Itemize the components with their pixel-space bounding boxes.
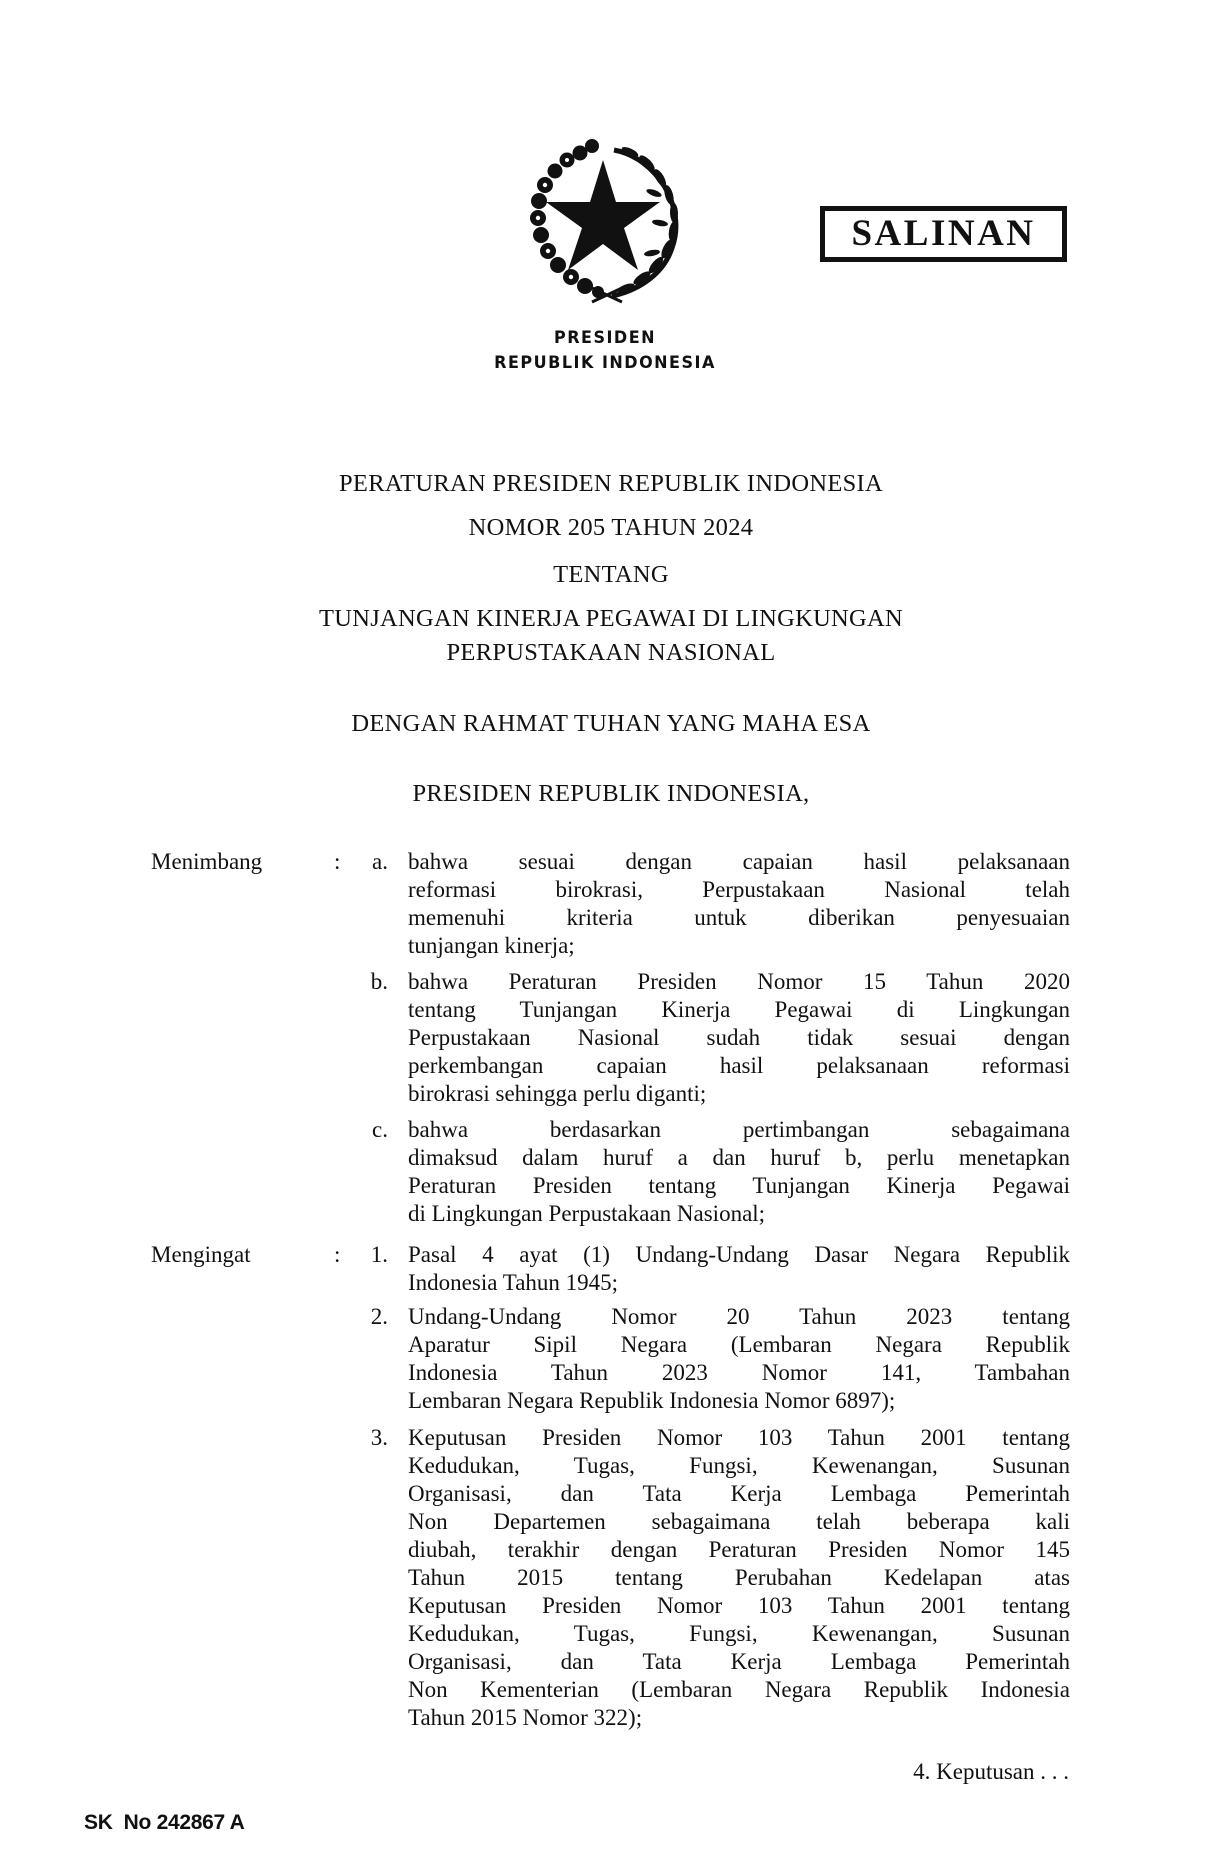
text-line: bahwa sesuai dengan capaian hasil pelaksanaan [408,849,1070,874]
considering-item-a [408,848,1070,960]
legal-basis-item-3 [408,1424,1070,1732]
copy-stamp [820,206,1067,262]
regulation-number: NOMOR 205 TAHUN 2024 [468,514,754,541]
text-line: Undang-Undang Nomor 20 Tahun 2023 tentang [408,1304,1070,1329]
section-colon: : [334,849,341,874]
text-line: memenuhi kriteria untuk diberikan penyesuaian [408,905,1070,930]
text-line: Organisasi, dan Tata Kerja Lembaga Pemerintah [408,1481,1070,1506]
text-line: bahwa berdasarkan pertimbangan sebagaimana [408,1117,1070,1142]
letterhead-title: PRESIDEN [553,327,657,348]
section-label-mengingat: Mengingat [151,1242,251,1267]
text-line: Peraturan Presiden tentang Tunjangan Kinerja Pegawai [408,1173,1070,1198]
item-marker: a. [372,849,388,874]
section-colon: : [334,1242,341,1267]
text-line: bahwa Peraturan Presiden Nomor 15 Tahun 2020 [408,969,1070,994]
text-line: reformasi birokrasi, Perpustakaan Nasional telah [408,877,1070,902]
item-marker: b. [370,969,388,994]
legal-basis-item-1 [408,1241,1070,1297]
item-marker: 1. [370,1242,388,1267]
text-line: Non Kementerian (Lembaran Negara Republik Indonesia [408,1677,1070,1702]
text-line: Keputusan Presiden Nomor 103 Tahun 2001 tentang [408,1593,1070,1618]
considering-item-c [408,1116,1070,1228]
text-line: birokrasi sehingga perlu diganti; [408,1081,707,1106]
section-label-menimbang: Menimbang [151,849,263,874]
regulation-type: PERATURAN PRESIDEN REPUBLIK INDONESIA [339,470,883,497]
text-line: Perpustakaan Nasional sudah tidak sesuai dengan [408,1025,1070,1050]
enacting-authority: PRESIDEN REPUBLIK INDONESIA, [412,780,810,807]
letterhead-subtitle: REPUBLIK INDONESIA [494,352,716,373]
regulation-subject-line2: PERPUSTAKAAN NASIONAL [446,639,776,666]
item-marker: c. [372,1117,388,1142]
presidential-emblem-icon [522,138,688,304]
item-marker: 2. [370,1304,388,1329]
text-line: dimaksud dalam huruf a dan huruf b, perlu menetapkan [408,1145,1070,1170]
text-line: tentang Tunjangan Kinerja Pegawai di Lingkungan [408,997,1070,1022]
text-line: Kedudukan, Tugas, Fungsi, Kewenangan, Susunan [408,1621,1070,1646]
text-line: Tahun 2015 tentang Perubahan Kedelapan atas [408,1565,1070,1590]
text-line: di Lingkungan Perpustakaan Nasional; [408,1201,766,1226]
text-line: Non Departemen sebagaimana telah beberapa kali [408,1509,1070,1534]
text-line: Organisasi, dan Tata Kerja Lembaga Pemerintah [408,1649,1070,1674]
text-line: Keputusan Presiden Nomor 103 Tahun 2001 tentang [408,1425,1070,1450]
text-line: Lembaran Negara Republik Indonesia Nomor 6897); [408,1388,896,1413]
legal-basis-item-2 [408,1303,1070,1415]
text-line: Tahun 2015 Nomor 322); [408,1705,643,1730]
item-marker: 3. [370,1425,388,1450]
text-line: diubah, terakhir dengan Peraturan Presiden Nomor 145 [408,1537,1070,1562]
text-line: perkembangan capaian hasil pelaksanaan reformasi [408,1053,1070,1078]
regulation-subject-line1: TUNJANGAN KINERJA PEGAWAI DI LINGKUNGAN [318,605,904,632]
invocation: DENGAN RAHMAT TUHAN YANG MAHA ESA [351,710,871,737]
text-line: tunjangan kinerja; [408,933,575,958]
text-line: Pasal 4 ayat (1) Undang-Undang Dasar Negara Republik [408,1242,1070,1267]
regulation-about-label: TENTANG [553,561,669,588]
text-line: Indonesia Tahun 2023 Nomor 141, Tambahan [408,1360,1070,1385]
text-line: Indonesia Tahun 1945; [408,1270,619,1295]
considering-item-b [408,968,1070,1108]
next-page-continuation: 4. Keputusan . . . [913,1759,1069,1784]
copy-stamp-label: SALINAN [851,213,1036,254]
text-line: Kedudukan, Tugas, Fungsi, Kewenangan, Susunan [408,1453,1070,1478]
text-line: Aparatur Sipil Negara (Lembaran Negara Republik [408,1332,1070,1357]
sk-serial-number: SK No 242867 A [84,1811,245,1834]
